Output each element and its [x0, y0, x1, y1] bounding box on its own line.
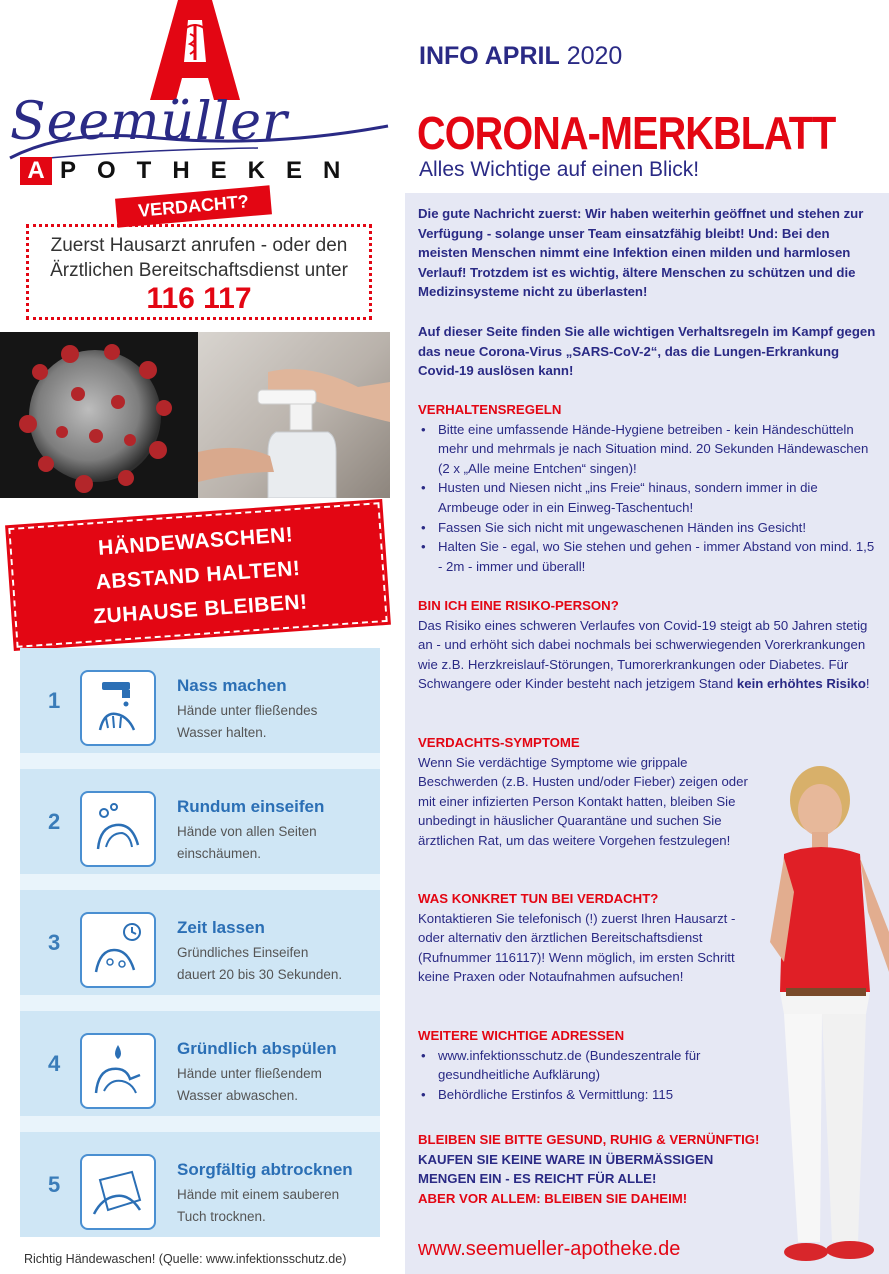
list-item: • www.infektionsschutz.de (Bundeszentrale für gesundheitliche Aufklärung) [418, 1046, 758, 1085]
verdacht-tag: VERDACHT? [115, 185, 272, 227]
slogan-line-2: ABSTAND HALTEN! [94, 556, 302, 595]
step-number: 4 [48, 1051, 61, 1076]
risiko-end: ! [865, 676, 870, 692]
closing-message [418, 1130, 759, 1208]
pharmacist-woman-photo [770, 762, 889, 1272]
step-title: Rundum einseifen [177, 797, 325, 816]
section-heading: WEITERE WICHTIGE ADRESSEN [418, 1028, 625, 1043]
step-desc [177, 942, 377, 986]
pharmacy-logo [0, 0, 390, 200]
step-number: 3 [48, 930, 61, 955]
list-item: • Husten und Niesen nicht „ins Freie“ hinaus, sondern immer in die Armbeuge oder in ein Einweg-Taschentuch! [418, 478, 880, 517]
step-desc-line-2: dauert 20 bis 30 Sekunden. [177, 967, 343, 982]
step-separator [20, 874, 380, 890]
step-desc-line-2: Tuch trocknen. [177, 1209, 266, 1224]
step-desc [177, 700, 377, 744]
step-desc-line-1: Hände unter fließendes [177, 703, 318, 718]
section-body: Kontaktieren Sie telefonisch (!) zuerst Ihren Hausarzt - oder alternativ den ärztlichen Bereitschaftsdienst (Rufnummer 116117)! Wenn möglich, im ersten Schritt keine Praxen oder Notaufnahmen aufsuchen! [418, 910, 736, 985]
rinse-hands-icon [80, 1033, 156, 1109]
section-heading: VERDACHTS-SYMPTOME [418, 735, 580, 750]
step-desc-line-1: Hände unter fließendem [177, 1066, 322, 1081]
slogan-line-3: ZUHAUSE BLEIBEN! [92, 590, 309, 629]
section-heading: BIN ICH EINE RISIKO-PERSON? [418, 598, 619, 613]
step-desc [177, 1063, 377, 1107]
apotheke-a-logo-icon [150, 0, 240, 100]
section-symptome [418, 733, 758, 851]
step-title: Zeit lassen [177, 918, 265, 937]
step-desc-line-2: Wasser halten. [177, 725, 267, 740]
verdacht-box [26, 224, 372, 320]
step-separator [20, 995, 380, 1011]
logo-apotheken-text: POTHEKEN [60, 157, 362, 184]
step-1 [20, 648, 380, 753]
step-desc [177, 1184, 377, 1228]
intro-paragraph-2: Auf dieser Seite finden Sie alle wichtigen Verhaltsregeln im Kampf gegen das neue Corona-Virus „SARS-CoV-2“, das die Lungen-Erkrankung Covid-19 auslösen kann! [418, 324, 876, 379]
step-2 [20, 769, 380, 874]
virus-illustration-icon [0, 332, 198, 498]
step-5 [20, 1132, 380, 1237]
step-desc-line-2: Wasser abwaschen. [177, 1088, 299, 1103]
section-konkret [418, 889, 758, 987]
step-title: Sorgfältig abtrocknen [177, 1160, 353, 1179]
step-4 [20, 1011, 380, 1116]
towel-hands-icon [80, 1154, 156, 1230]
info-year: 2020 [566, 42, 623, 70]
step-desc-line-1: Gründliches Einseifen [177, 945, 309, 960]
list-item: • Behördliche Erstinfos & Vermittlung: 115 [418, 1085, 758, 1105]
section-heading: WAS KONKRET TUN BEI VERDACHT? [418, 891, 659, 906]
step-title: Nass machen [177, 676, 287, 695]
steps-caption: Richtig Händewaschen! (Quelle: www.infektionsschutz.de) [24, 1252, 347, 1266]
step-desc-line-2: einschäumen. [177, 846, 262, 861]
info-date [419, 42, 622, 71]
closing-line-4: ABER VOR ALLEM: BLEIBEN SIE DAHEIM! [418, 1190, 688, 1206]
step-desc-line-1: Hände von allen Seiten [177, 824, 317, 839]
verdacht-phone: 116 117 [146, 282, 252, 315]
verdacht-line-1: Zuerst Hausarzt anrufen - oder den [50, 235, 348, 256]
coronavirus-photo [0, 332, 198, 498]
step-3 [20, 890, 380, 995]
section-adressen [418, 1026, 758, 1104]
logo-script-name: Seemüller [10, 92, 288, 152]
logo-apotheken [20, 157, 361, 185]
logo-a-box: A [20, 157, 52, 185]
page-title: CORONA-MERKBLATT [417, 107, 836, 159]
list-item: • Halten Sie - egal, wo Sie stehen und gehen - immer Abstand von mind. 1,5 - 2m - immer und überall! [418, 537, 880, 576]
section-verhaltensregeln [418, 400, 880, 576]
verdacht-line-2: Ärztlichen Bereitschaftsdienst unter [50, 260, 348, 281]
closing-line-2: KAUFEN SIE KEINE WARE IN ÜBERMÄSSIGEN [418, 1151, 714, 1167]
list-item: • Bitte eine umfassende Hände-Hygiene betreiben - kein Händeschütteln mehr und mehrmals je nach Situation mind. 20 Sekunden Händewaschen (2 x „Alle meine Entchen“ singen)! [418, 420, 880, 479]
step-number: 1 [48, 688, 61, 713]
step-separator [20, 1116, 380, 1132]
rules-list [418, 420, 880, 577]
section-risiko [418, 596, 880, 694]
website-link[interactable]: www.seemueller-apotheke.de [418, 1238, 681, 1260]
address-list [418, 1046, 758, 1105]
handwashing-steps [20, 648, 380, 1248]
closing-line-1: BLEIBEN SIE BITTE GESUND, RUHIG & VERNÜNFTIG! [418, 1132, 760, 1147]
step-number: 2 [48, 809, 61, 834]
intro-paragraph-1: Die gute Nachricht zuerst: Wir haben weiterhin geöffnet und stehen zur Verfügung - solange unser Team einsatzfähig bleibt! Und: Bei den meisten Menschen nimmt eine Infektion einen milden und harmlosen Verlauf! Trotzdem ist es wichtig, ältere Menschen zu schützen und die Medizinsysteme nicht zu überlasten! [418, 206, 864, 300]
section-body: Wenn Sie verdächtige Symptome wie grippale Beschwerden (z.B. Husten und/oder Fieber) zeigen oder mit einer infizierten Person Kontakt hatten, bleiben Sie unbedingt in häuslicher Quarantäne und suchen Sie ärztlichen Rat, um das weitere Vorgehen festzulegen! [418, 754, 748, 848]
step-desc [177, 821, 377, 865]
step-number: 5 [48, 1172, 61, 1197]
risiko-bold: kein erhöhtes Risiko [736, 676, 866, 692]
step-title: Gründlich abspülen [177, 1039, 337, 1058]
info-label: INFO APRIL [419, 42, 560, 70]
sanitizer-hands-photo [198, 332, 390, 498]
list-item: • Fassen Sie sich nicht mit ungewaschenen Händen ins Gesicht! [418, 518, 880, 538]
timer-hands-icon [80, 912, 156, 988]
step-desc-line-1: Hände mit einem sauberen [177, 1187, 340, 1202]
slogan-line-1: HÄNDEWASCHEN! [97, 523, 294, 560]
step-separator [20, 753, 380, 769]
faucet-icon [80, 670, 156, 746]
soap-hands-icon [80, 791, 156, 867]
sanitizer-bottle-icon [198, 332, 390, 498]
section-body [418, 616, 880, 694]
risiko-text: Das Risiko eines schweren Verlaufes von Covid-19 steigt ab 50 Jahren stetig an - und erhöht sich dabei nochmals bei schwerwiegenden Vorerkrankungen wie z.B. Herzkreislauf-Störungen, Tumorerkrankungen oder Diabetes. Für Schwangere oder Kinder besteht nach jetzigem Stand [418, 617, 868, 692]
closing-line-3: MENGEN EIN - ES REICHT FÜR ALLE! [418, 1171, 657, 1187]
slogan-banner [8, 502, 387, 648]
section-heading: VERHALTENSREGELN [418, 402, 562, 417]
page-subtitle: Alles Wichtige auf einen Blick! [419, 158, 700, 181]
